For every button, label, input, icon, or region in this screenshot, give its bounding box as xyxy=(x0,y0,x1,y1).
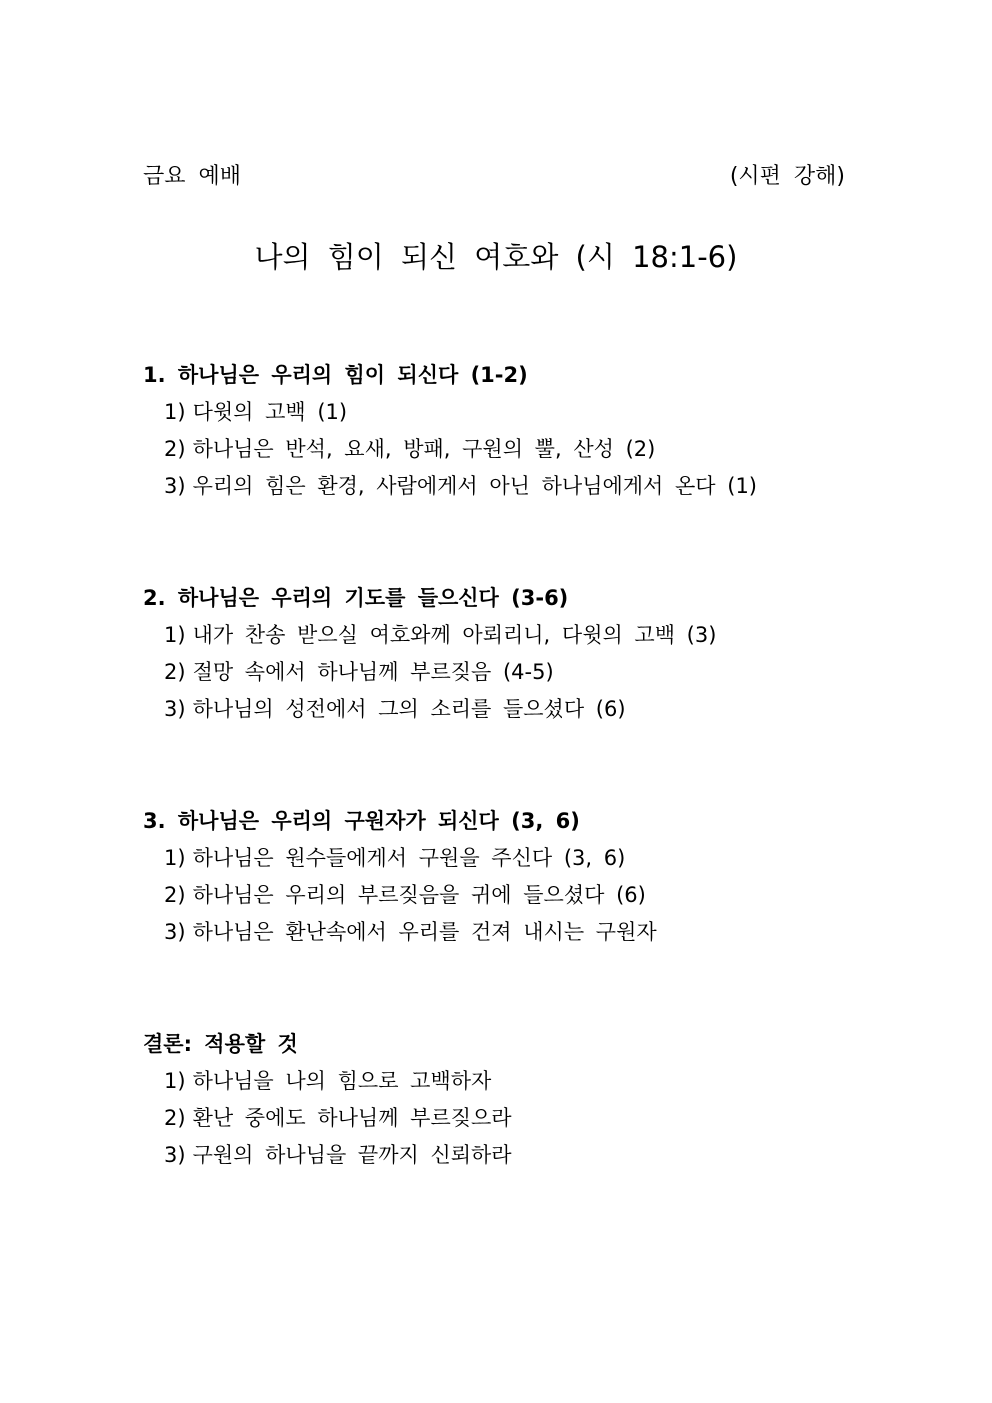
list-item xyxy=(164,691,903,728)
section-heading: 결론: 적용할 것 xyxy=(143,1032,298,1056)
outline-section-3 xyxy=(143,803,903,951)
point-list xyxy=(143,394,903,505)
item-text: 하나님을 나의 힘으로 고백하자 xyxy=(192,1069,492,1093)
list-item xyxy=(164,654,903,691)
list-item xyxy=(164,617,903,654)
point-list xyxy=(143,840,903,951)
item-number: 1) xyxy=(164,846,186,870)
sermon-title: 나의 힘이 되신 여호와 (시 18:1-6) xyxy=(254,240,738,274)
item-number: 2) xyxy=(164,883,186,907)
item-text: 환난 중에도 하나님께 부르짖으라 xyxy=(192,1106,512,1130)
list-item xyxy=(164,1063,903,1100)
conclusion-section xyxy=(143,1026,903,1174)
point-list xyxy=(143,1063,903,1174)
series-label: (시편 강해) xyxy=(729,164,845,189)
list-item xyxy=(164,877,903,914)
list-item xyxy=(164,468,903,505)
item-text: 절망 속에서 하나님께 부르짖음 (4-5) xyxy=(192,660,554,684)
point-list xyxy=(143,617,903,728)
outline-section-2 xyxy=(143,580,903,728)
item-text: 구원의 하나님을 끝까지 신뢰하라 xyxy=(192,1143,512,1167)
item-number: 1) xyxy=(164,400,186,424)
list-item xyxy=(164,1100,903,1137)
item-number: 3) xyxy=(164,1143,186,1167)
service-name: 금요 예배 xyxy=(143,164,242,189)
item-number: 3) xyxy=(164,920,186,944)
item-number: 2) xyxy=(164,437,186,461)
item-text: 우리의 힘은 환경, 사람에게서 아닌 하나님에게서 온다 (1) xyxy=(192,474,758,498)
list-item xyxy=(164,1137,903,1174)
item-number: 3) xyxy=(164,474,186,498)
outline-section-1 xyxy=(143,357,903,505)
item-text: 하나님은 환난속에서 우리를 건져 내시는 구원자 xyxy=(192,920,657,944)
item-text: 내가 찬송 받으실 여호와께 아뢰리니, 다윗의 고백 (3) xyxy=(192,623,717,647)
section-heading: 3. 하나님은 우리의 구원자가 되신다 (3, 6) xyxy=(143,809,580,833)
list-item xyxy=(164,431,903,468)
item-number: 2) xyxy=(164,660,186,684)
section-heading: 1. 하나님은 우리의 힘이 되신다 (1-2) xyxy=(143,363,528,387)
item-number: 2) xyxy=(164,1106,186,1130)
item-text: 하나님은 우리의 부르짖음을 귀에 들으셨다 (6) xyxy=(192,883,646,907)
item-text: 하나님은 원수들에게서 구원을 주신다 (3, 6) xyxy=(192,846,626,870)
list-item xyxy=(164,914,903,951)
item-text: 하나님은 반석, 요새, 방패, 구원의 뿔, 산성 (2) xyxy=(192,437,656,461)
document-header xyxy=(143,161,845,193)
item-number: 1) xyxy=(164,623,186,647)
section-heading: 2. 하나님은 우리의 기도를 들으신다 (3-6) xyxy=(143,586,569,610)
list-item xyxy=(164,394,903,431)
item-text: 다윗의 고백 (1) xyxy=(192,400,348,424)
item-number: 3) xyxy=(164,697,186,721)
item-number: 1) xyxy=(164,1069,186,1093)
list-item xyxy=(164,840,903,877)
item-text: 하나님의 성전에서 그의 소리를 들으셨다 (6) xyxy=(192,697,626,721)
